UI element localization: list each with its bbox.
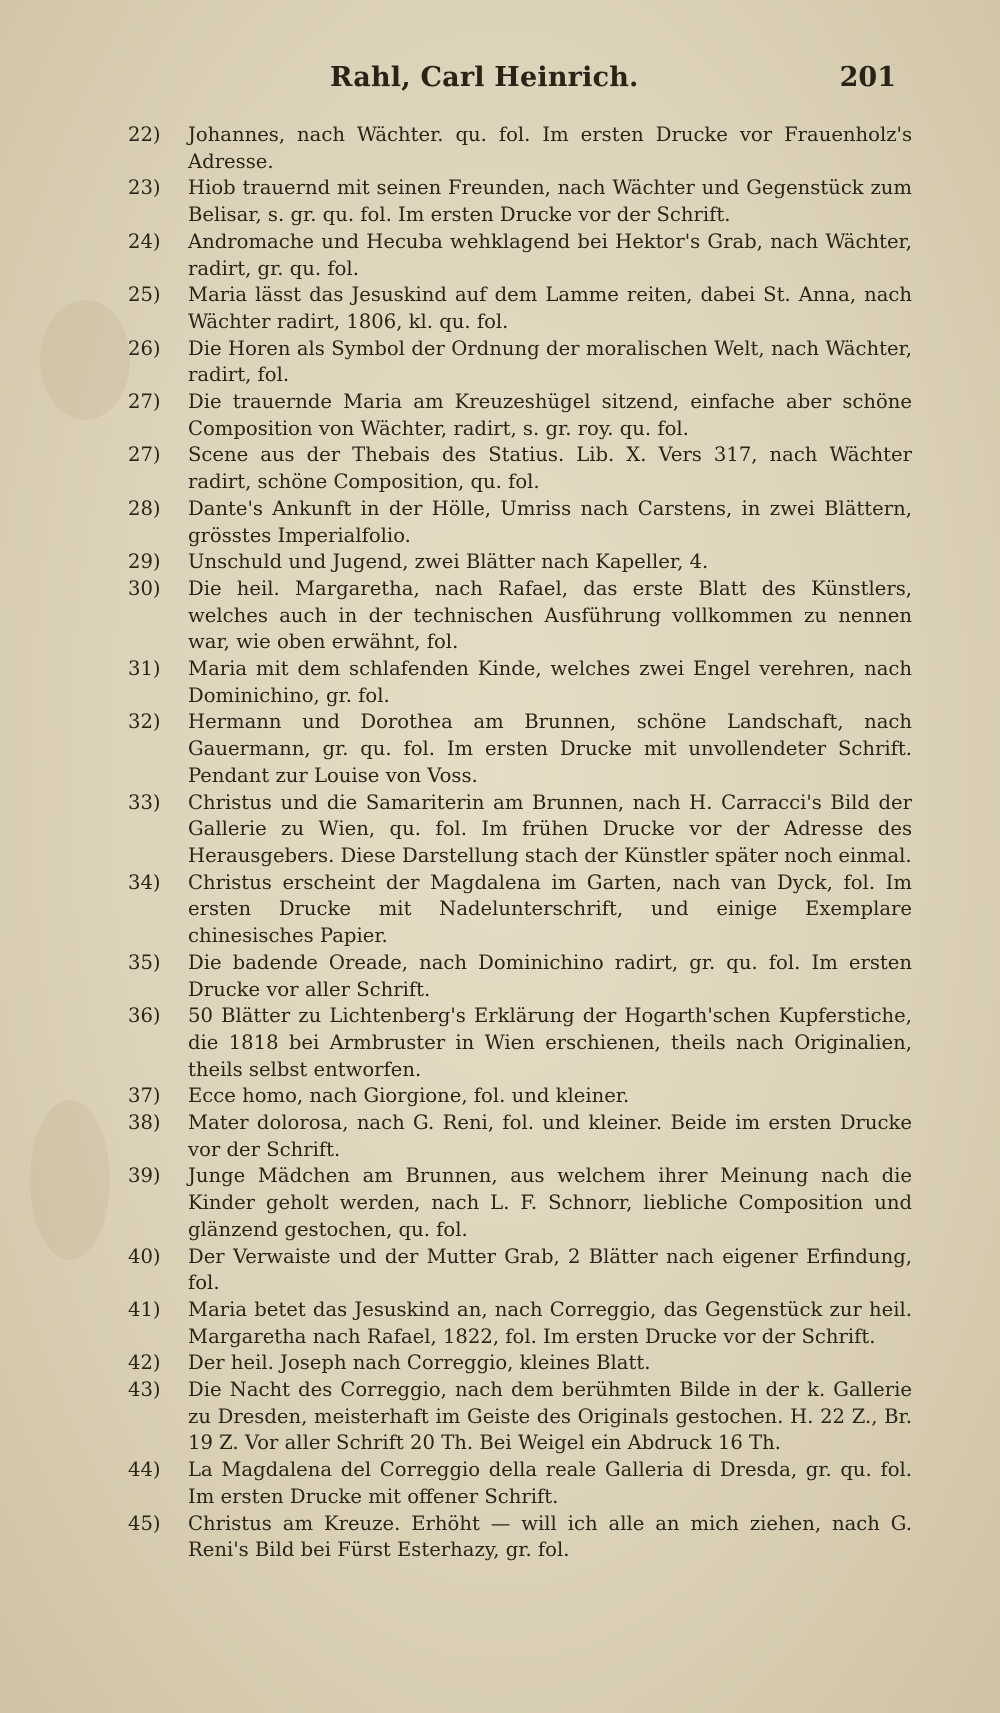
- catalogue-entry: [128, 336, 912, 389]
- entry-text: Christus und die Samariterin am Brunnen, nach H. Carracci's Bild der Gallerie zu Wien, qu. fol. Im frühen Drucke vor der Adresse des Herausgebers. Diese Darstellung stach der Künstler später noch einmal.: [188, 790, 912, 867]
- entry-number: 39): [128, 1164, 161, 1188]
- entry-number: 41): [128, 1297, 161, 1321]
- entry-text: Der Verwaiste und der Mutter Grab, 2 Blätter nach eigener Erfindung, fol.: [188, 1244, 912, 1295]
- catalogue-entry: [128, 389, 912, 442]
- entry-number: 30): [128, 576, 161, 600]
- catalogue-entry: [128, 549, 912, 576]
- entry-number: 31): [128, 657, 161, 681]
- paper-stain: [30, 1100, 110, 1260]
- entry-number: 24): [128, 229, 161, 253]
- entry-text: Dante's Ankunft in der Hölle, Umriss nach Carstens, in zwei Blättern, grösstes Imperialfolio.: [188, 496, 912, 547]
- catalogue-entry: [128, 950, 912, 1003]
- entry-number: 27): [128, 443, 161, 467]
- entry-number: 43): [128, 1378, 161, 1402]
- catalogue-entry: [128, 576, 912, 656]
- catalogue-entry: [128, 175, 912, 228]
- page-number: 201: [839, 62, 896, 93]
- catalogue-entry: [128, 1297, 912, 1350]
- entry-text: Scene aus der Thebais des Statius. Lib. X. Vers 317, nach Wächter radirt, schöne Composition, qu. fol.: [188, 443, 912, 494]
- entry-text: Hermann und Dorothea am Brunnen, schöne Landschaft, nach Gauermann, gr. qu. fol. Im ersten Drucke mit unvollendeter Schrift. Pendant zur Louise von Voss.: [188, 710, 912, 787]
- entry-number: 27): [128, 390, 161, 414]
- entry-text: Andromache und Hecuba wehklagend bei Hektor's Grab, nach Wächter, radirt, gr. qu. fol.: [188, 229, 912, 280]
- catalogue-entry: [128, 709, 912, 789]
- catalogue-entry: [128, 122, 912, 175]
- entry-number: 28): [128, 496, 161, 520]
- entry-number: 29): [128, 550, 161, 574]
- page-header: [0, 60, 1000, 100]
- entry-text: Die heil. Margaretha, nach Rafael, das erste Blatt des Künstlers, welches auch in der technischen Ausführung vollkommen zu nennen war, wie oben erwähnt, fol.: [188, 576, 912, 654]
- entry-text: Maria mit dem schlafenden Kinde, welches zwei Engel verehren, nach Dominichino, gr. fol.: [188, 657, 912, 707]
- catalogue-entry: [128, 1244, 912, 1297]
- entry-number: 45): [128, 1511, 161, 1535]
- entry-text: Maria betet das Jesuskind an, nach Correggio, das Gegenstück zur heil. Margaretha nach Rafael, 1822, fol. Im ersten Drucke vor der Schrift.: [188, 1297, 912, 1348]
- entry-number: 40): [128, 1244, 161, 1268]
- catalogue-entry-list: [128, 122, 912, 1564]
- catalogue-entry: [128, 656, 912, 709]
- catalogue-entry: [128, 1003, 912, 1083]
- entry-text: Mater dolorosa, nach G. Reni, fol. und kleiner. Beide im ersten Drucke vor der Schrift.: [188, 1111, 912, 1161]
- entry-text: Johannes, nach Wächter. qu. fol. Im ersten Drucke vor Frauenholz's Adresse.: [188, 123, 912, 173]
- catalogue-entry: [128, 496, 912, 549]
- catalogue-entry: [128, 1110, 912, 1163]
- entry-number: 38): [128, 1111, 161, 1135]
- entry-text: La Magdalena del Correggio della reale Galleria di Dresda, gr. qu. fol. Im ersten Drucke mit offener Schrift.: [188, 1458, 912, 1508]
- entry-text: Die badende Oreade, nach Dominichino radirt, gr. qu. fol. Im ersten Drucke vor aller Schrift.: [188, 950, 912, 1001]
- entry-number: 23): [128, 176, 161, 200]
- entry-number: 42): [128, 1351, 161, 1375]
- entry-text: Die Horen als Symbol der Ordnung der moralischen Welt, nach Wächter, radirt, fol.: [188, 336, 912, 387]
- catalogue-entry: [128, 1377, 912, 1457]
- entry-number: 36): [128, 1004, 161, 1028]
- entry-number: 35): [128, 950, 161, 974]
- paper-stain: [40, 300, 130, 420]
- catalogue-entry: [128, 1350, 912, 1377]
- entry-text: Junge Mädchen am Brunnen, aus welchem ihrer Meinung nach die Kinder geholt werden, nach L. F. Schnorr, liebliche Composition und glänzend gestochen, qu. fol.: [188, 1164, 912, 1241]
- entry-number: 25): [128, 283, 161, 307]
- catalogue-entry: [128, 1163, 912, 1243]
- entry-text: Unschuld und Jugend, zwei Blätter nach Kapeller, 4.: [188, 550, 709, 574]
- entry-number: 26): [128, 336, 161, 360]
- catalogue-entry: [128, 790, 912, 870]
- running-title: Rahl, Carl Heinrich.: [330, 62, 639, 93]
- catalogue-entry: [128, 1083, 912, 1110]
- entry-text: Christus erscheint der Magdalena im Garten, nach van Dyck, fol. Im ersten Drucke mit Nadelunterschrift, und einige Exemplare chinesisches Papier.: [188, 870, 912, 948]
- catalogue-entry: [128, 1457, 912, 1510]
- entry-text: Die Nacht des Correggio, nach dem berühmten Bilde in der k. Gallerie zu Dresden, meisterhaft im Geiste des Originals gestochen. H. 22 Z., Br. 19 Z. Vor aller Schrift 20 Th. Bei Weigel ein Abdruck 16 Th.: [188, 1378, 912, 1455]
- entry-text: Hiob trauernd mit seinen Freunden, nach Wächter und Gegenstück zum Belisar, s. gr. qu. fol. Im ersten Drucke vor der Schrift.: [188, 176, 912, 227]
- entry-number: 32): [128, 710, 161, 734]
- catalogue-entry: [128, 442, 912, 495]
- entry-number: 34): [128, 870, 161, 894]
- entry-text: Der heil. Joseph nach Correggio, kleines Blatt.: [188, 1351, 651, 1375]
- catalogue-entry: [128, 229, 912, 282]
- entry-number: 37): [128, 1084, 161, 1108]
- entry-text: Maria lässt das Jesuskind auf dem Lamme reiten, dabei St. Anna, nach Wächter radirt, 1806, kl. qu. fol.: [188, 283, 912, 333]
- entry-number: 44): [128, 1458, 161, 1482]
- catalogue-entry: [128, 870, 912, 950]
- entry-text: Die trauernde Maria am Kreuzeshügel sitzend, einfache aber schöne Composition von Wächter, radirt, s. gr. roy. qu. fol.: [188, 390, 912, 440]
- entry-text: 50 Blätter zu Lichtenberg's Erklärung der Hogarth'schen Kupferstiche, die 1818 bei Armbruster in Wien erschienen, theils nach Originalien, theils selbst entworfen.: [188, 1004, 912, 1081]
- entry-text: Ecce homo, nach Giorgione, fol. und kleiner.: [188, 1084, 630, 1108]
- entry-number: 33): [128, 790, 161, 814]
- catalogue-entry: [128, 1511, 912, 1564]
- entry-number: 22): [128, 123, 161, 146]
- entry-text: Christus am Kreuze. Erhöht — will ich alle an mich ziehen, nach G. Reni's Bild bei Fürst Esterhazy, gr. fol.: [188, 1511, 912, 1562]
- catalogue-entry: [128, 282, 912, 335]
